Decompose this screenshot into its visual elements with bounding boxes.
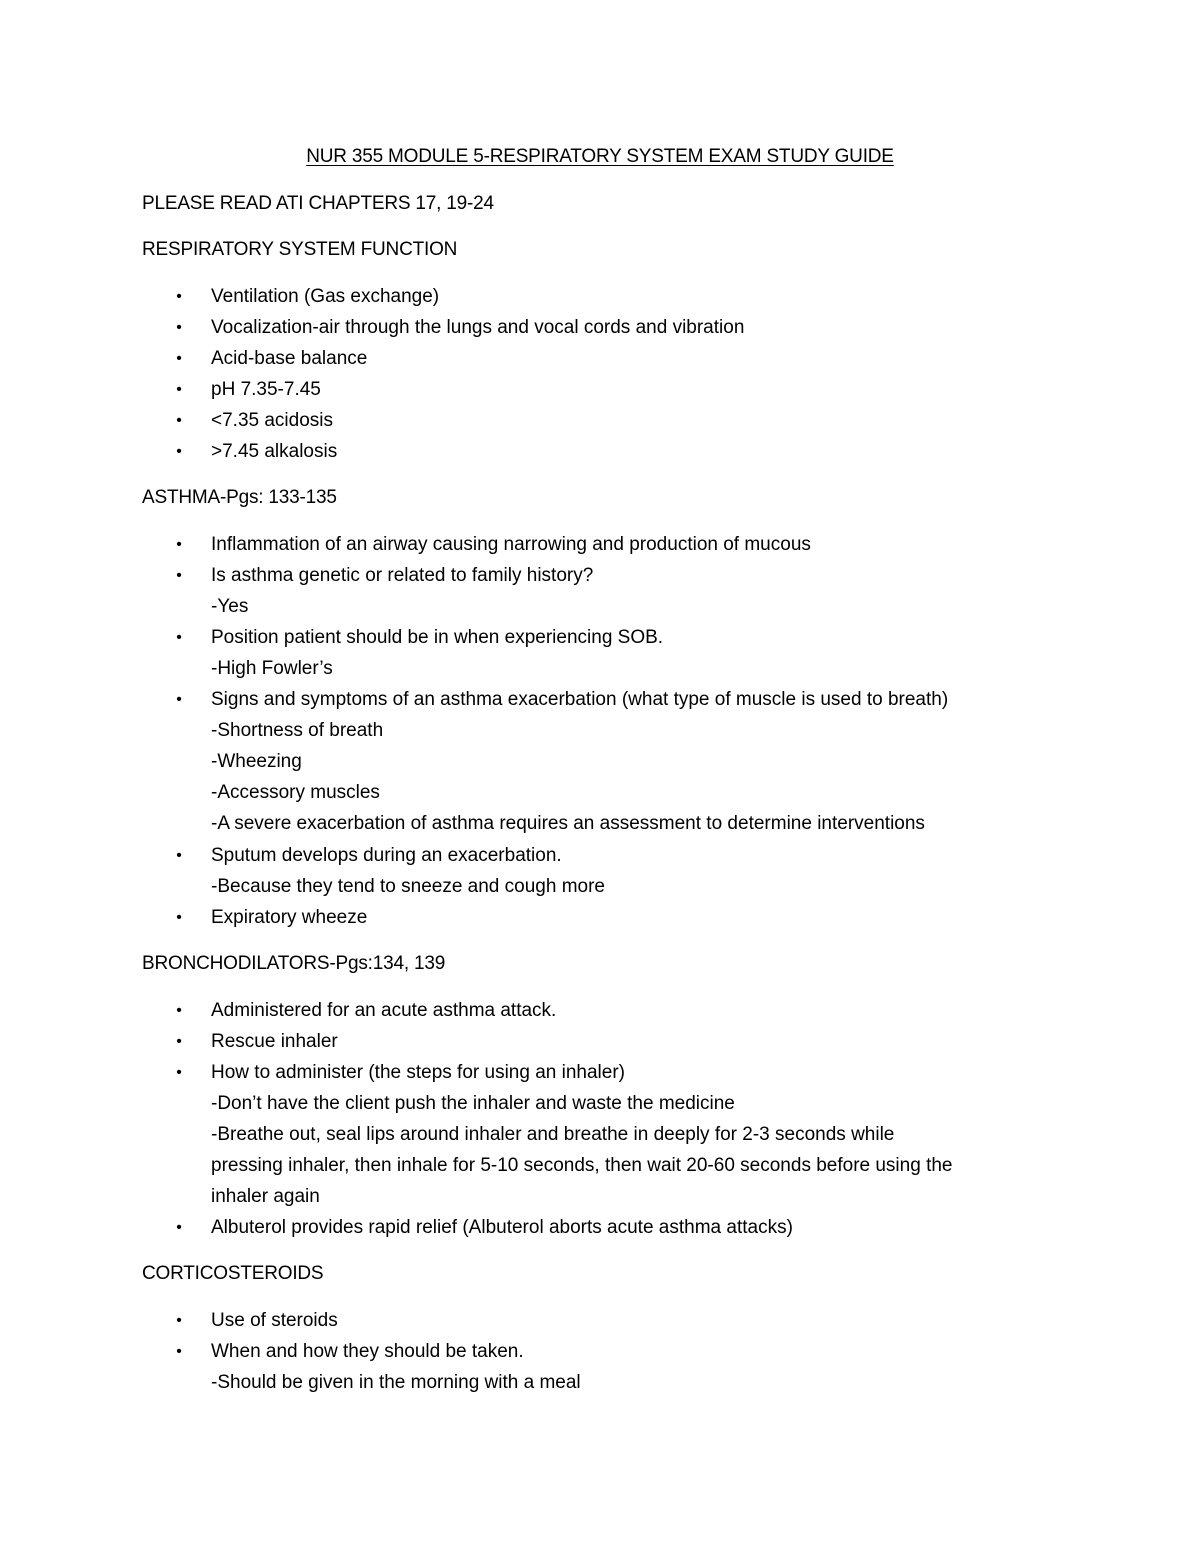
list-item (170, 902, 1070, 933)
reading-note: PLEASE READ ATI CHAPTERS 17, 19-24 (142, 193, 494, 214)
list-item-text: Administered for an acute asthma attack. (211, 1000, 557, 1021)
list-item (170, 1305, 1070, 1336)
list-item (170, 560, 1070, 622)
section-heading-bronchodilators: BRONCHODILATORS-Pgs:134, 139 (142, 953, 446, 974)
list-item (170, 684, 1070, 839)
bullet-icon: • (176, 629, 182, 646)
list-item-subtext: -Because they tend to sneeze and cough more (211, 876, 605, 897)
list-item-text: >7.45 alkalosis (211, 441, 338, 462)
list-item-text: <7.35 acidosis (211, 410, 333, 431)
bullet-icon: • (176, 1312, 182, 1329)
bullet-icon: • (176, 847, 182, 864)
list-item (170, 1026, 1070, 1057)
list-item-subtext: -Wheezing (211, 751, 302, 772)
list-item (170, 995, 1070, 1026)
list-item (170, 405, 1070, 436)
bullet-icon: • (176, 381, 182, 398)
list-item-text: pH 7.35-7.45 (211, 379, 321, 400)
list-item-text: Inflammation of an airway causing narrowing and production of mucous (211, 534, 811, 555)
list-item (170, 343, 1070, 374)
bullet-icon: • (176, 412, 182, 429)
bullet-icon: • (176, 567, 182, 584)
list-item (170, 622, 1070, 684)
list-item-subtext: -Should be given in the morning with a meal (211, 1372, 581, 1393)
list-item-text: Vocalization-air through the lungs and vocal cords and vibration (211, 317, 745, 338)
list-item (170, 1336, 1070, 1398)
list-item-text: Use of steroids (211, 1310, 338, 1331)
bullet-icon: • (176, 1219, 182, 1236)
list-item-text: Rescue inhaler (211, 1031, 338, 1052)
list-item (170, 1212, 1070, 1243)
section-heading-respiratory-function: RESPIRATORY SYSTEM FUNCTION (142, 239, 458, 260)
list-item-text: Albuterol provides rapid relief (Albuterol aborts acute asthma attacks) (211, 1217, 793, 1238)
list-item-subtext: -A severe exacerbation of asthma requires an assessment to determine interventions (211, 813, 925, 834)
list-item-text: Is asthma genetic or related to family history? (211, 565, 594, 586)
list-item (170, 1057, 1070, 1212)
section-heading-corticosteroids: CORTICOSTEROIDS (142, 1263, 324, 1284)
list-item (170, 529, 1070, 560)
bullet-icon: • (176, 1033, 182, 1050)
list-item-subtext: -High Fowler’s (211, 658, 333, 679)
bullet-icon: • (176, 1064, 182, 1081)
list-item-text: Acid-base balance (211, 348, 368, 369)
bullet-icon: • (176, 350, 182, 367)
list-item (170, 840, 1070, 902)
section-heading-asthma: ASTHMA-Pgs: 133-135 (142, 487, 337, 508)
list-item-text: Sputum develops during an exacerbation. (211, 845, 562, 866)
list-item-subtext: pressing inhaler, then inhale for 5-10 seconds, then wait 20-60 seconds before using the (211, 1155, 953, 1176)
list-item-text: Position patient should be in when experiencing SOB. (211, 627, 664, 648)
bullet-icon: • (176, 536, 182, 553)
list-item-text: When and how they should be taken. (211, 1341, 524, 1362)
list-item-text: How to administer (the steps for using an inhaler) (211, 1062, 625, 1083)
list-item (170, 281, 1070, 312)
bullet-icon: • (176, 909, 182, 926)
bullet-icon: • (176, 288, 182, 305)
bullet-icon: • (176, 319, 182, 336)
bullet-icon: • (176, 1343, 182, 1360)
list-item (170, 374, 1070, 405)
list-item (170, 312, 1070, 343)
list-item-subtext: -Yes (211, 596, 249, 617)
list-item (170, 436, 1070, 467)
list-item-text: Ventilation (Gas exchange) (211, 286, 440, 307)
list-item-subtext: -Breathe out, seal lips around inhaler and breathe in deeply for 2-3 seconds while (211, 1124, 895, 1145)
list-item-text: Expiratory wheeze (211, 907, 368, 928)
bullet-icon: • (176, 1002, 182, 1019)
list-item-subtext: -Don’t have the client push the inhaler and waste the medicine (211, 1093, 735, 1114)
document-title: NUR 355 MODULE 5-RESPIRATORY SYSTEM EXAM STUDY GUIDE (306, 146, 894, 167)
list-item-subtext: inhaler again (211, 1186, 320, 1207)
list-item-subtext: -Accessory muscles (211, 782, 380, 803)
bullet-icon: • (176, 443, 182, 460)
list-item-subtext: -Shortness of breath (211, 720, 384, 741)
list-item-text: Signs and symptoms of an asthma exacerbation (what type of muscle is used to breath) (211, 689, 949, 710)
bullet-icon: • (176, 691, 182, 708)
